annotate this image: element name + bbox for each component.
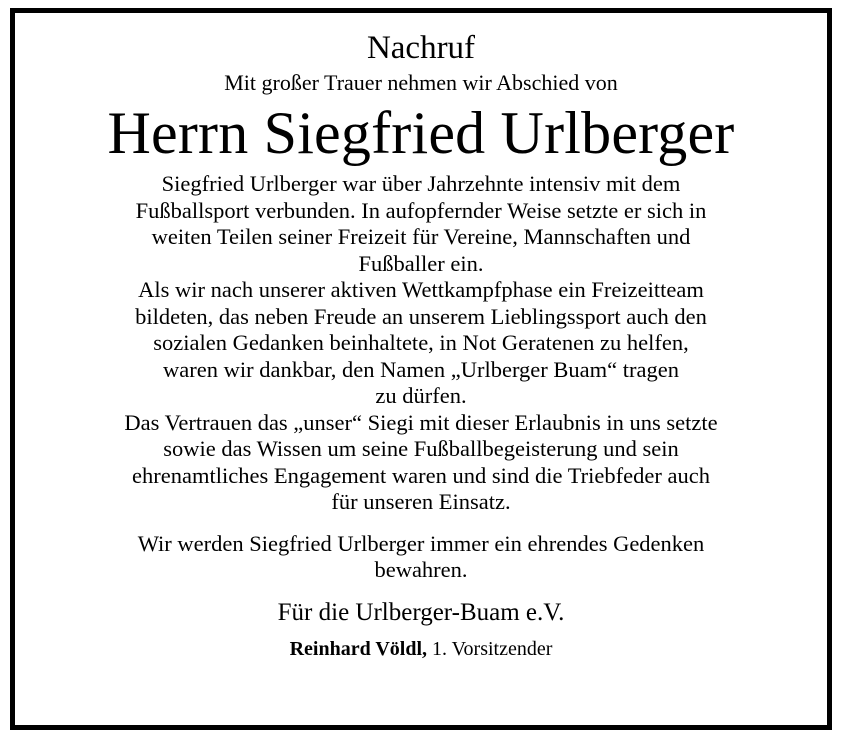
text-line: Als wir nach unserer aktiven Wettkampfphase ein Freizeitteam — [138, 277, 704, 302]
text-line: sowie das Wissen um seine Fußballbegeisterung und sein — [163, 436, 679, 461]
text-line: Wir werden Siegfried Urlberger immer ein ehrendes Gedenken — [137, 530, 705, 556]
closing-statement — [15, 531, 827, 584]
text-line: bildeten, das neben Freude an unserem Lieblingssport auch den — [135, 303, 707, 329]
text-line: Das Vertrauen das „unser“ Siegi mit dieser Erlaubnis in uns setzte — [124, 409, 718, 435]
organization-name: Für die Urlberger-Buam e.V. — [277, 598, 565, 626]
text-line: zu dürfen. — [375, 383, 467, 408]
text-line: ehrenamtliches Engagement waren und sind die Triebfeder auch — [132, 462, 710, 488]
signature-line — [15, 637, 827, 661]
text-line: weiten Teilen seiner Freizeit für Vereine, Mannschaften und — [151, 224, 691, 249]
obituary-title: Nachruf — [366, 30, 476, 66]
text-line: Siegfried Urlberger war über Jahrzehnte intensiv mit dem — [161, 171, 681, 196]
text-line: sozialen Gedanken beinhaltete, in Not Geratenen zu helfen, — [153, 330, 689, 355]
intro-text: Mit großer Trauer nehmen wir Abschied von — [224, 70, 618, 95]
text-line: Fußballsport verbunden. In aufopfernder Weise setzte er sich in — [135, 197, 707, 223]
obituary-content — [15, 13, 827, 661]
text-line: bewahren. — [374, 557, 468, 582]
obituary-frame — [10, 8, 832, 730]
paragraph-2 — [15, 277, 827, 410]
signer-role: 1. Vorsitzender — [427, 637, 553, 660]
text-line: Fußballer ein. — [358, 250, 484, 276]
text-line: für unseren Einsatz. — [331, 489, 511, 514]
paragraph-3 — [15, 410, 827, 516]
paragraph-1 — [15, 171, 827, 277]
text-line: waren wir dankbar, den Namen „Urlberger Buam“ tragen — [163, 356, 679, 382]
signer-name: Reinhard Völdl, — [289, 637, 428, 660]
deceased-name: Herrn Siegfried Urlberger — [107, 100, 735, 166]
